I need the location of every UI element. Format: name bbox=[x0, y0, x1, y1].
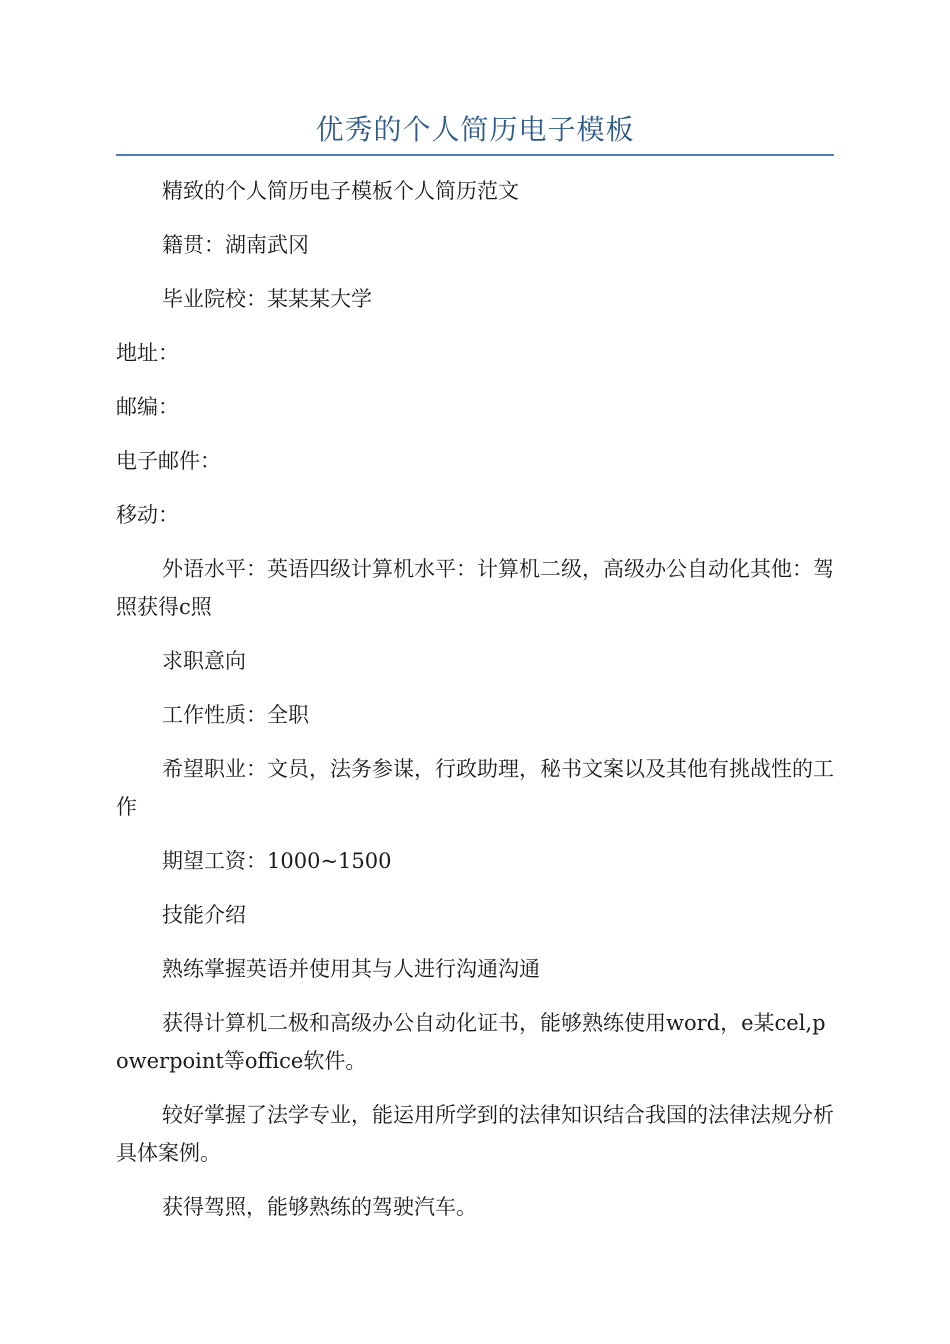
paragraph-school: 毕业院校：某某某大学 bbox=[162, 287, 372, 311]
paragraph-skill-driving: 获得驾照，能够熟练的驾驶汽车。 bbox=[162, 1195, 477, 1219]
paragraph-intro: 精致的个人简历电子模板个人简历范文 bbox=[162, 179, 519, 203]
paragraph-native-place: 籍贯：湖南武冈 bbox=[162, 233, 309, 257]
paragraph-salary: 期望工资：1000~1500 bbox=[162, 849, 392, 873]
title-underline bbox=[116, 154, 834, 156]
paragraph-email: 电子邮件： bbox=[116, 449, 221, 473]
paragraph-skill-english: 熟练掌握英语并使用其与人进行沟通沟通 bbox=[162, 957, 540, 981]
document-title: 优秀的个人简历电子模板 bbox=[315, 113, 635, 146]
paragraph-job-type: 工作性质：全职 bbox=[162, 703, 309, 727]
paragraph-skill-computer: 获得计算机二极和高级办公自动化证书，能够熟练使用word，e某cel,powerpoint等office软件。 bbox=[116, 1011, 826, 1073]
paragraph-address: 地址： bbox=[116, 341, 179, 365]
paragraph-desired-job: 希望职业：文员，法务参谋，行政助理，秘书文案以及其他有挑战性的工作 bbox=[116, 757, 834, 819]
paragraph-skills-heading: 技能介绍 bbox=[162, 903, 246, 927]
paragraph-job-intention: 求职意向 bbox=[162, 649, 246, 673]
paragraph-postcode: 邮编： bbox=[116, 395, 179, 419]
paragraph-languages: 外语水平：英语四级计算机水平：计算机二级，高级办公自动化其他：驾照获得c照 bbox=[116, 557, 834, 619]
document-body bbox=[116, 172, 834, 1226]
paragraph-skill-law: 较好掌握了法学专业，能运用所学到的法律知识结合我国的法律法规分析具体案例。 bbox=[116, 1103, 834, 1165]
paragraph-mobile: 移动： bbox=[116, 503, 179, 527]
